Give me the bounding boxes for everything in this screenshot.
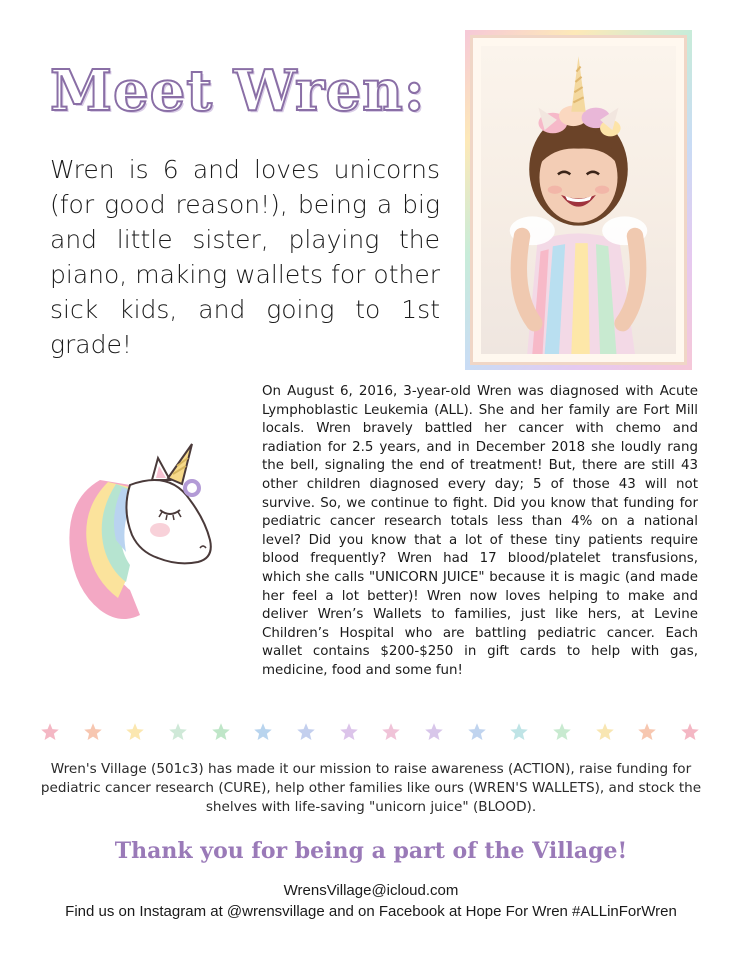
- email-address: WrensVillage@icloud.com: [283, 882, 459, 899]
- star-icon: [83, 722, 103, 742]
- girl-illustration: [481, 46, 676, 354]
- star-icon: [168, 722, 188, 742]
- photo-inner-border: [470, 35, 687, 365]
- star-icon: [253, 722, 273, 742]
- intro-paragraph: Wren is 6 and loves unicorns (for good reason!), being a big and little sister, playing the piano, making wallets for other sick kids, and going to 1st grade!: [50, 155, 440, 359]
- page-title: Meet Wren:: [50, 58, 426, 124]
- star-icon: [296, 722, 316, 742]
- star-icon: [595, 722, 615, 742]
- star-icon: [552, 722, 572, 742]
- star-icon: [125, 722, 145, 742]
- star-icon: [40, 722, 60, 742]
- star-icon: [680, 722, 700, 742]
- thank-you-heading: Thank you for being a part of the Village!: [114, 838, 628, 864]
- star-icon: [211, 722, 231, 742]
- wren-photo: [481, 46, 676, 354]
- star-icon: [424, 722, 444, 742]
- story-paragraph: On August 6, 2016, 3-year-old Wren was diagnosed with Acute Lymphoblastic Leukemia (ALL). She and her family are Fort Mill locals. Wren bravely battled her cancer with chemo and radiation for 2.5 years, and in December 2018 she loudly rang the bell, signaling the end of treatment! But, there are still 43 other children diagnosed every day; 5 of those 43 will not survive. So, we continue to fight. Did you know that funding for pediatric cancer research totals less than 4% on a national level? Did you know that a lot of these tiny patients require blood frequently? Wren had 17 blood/platelet transfusions, which she calls "UNICORN JUICE" because it is magic (and made her feel a lot better)! Wren now loves helping to make and deliver Wren’s Wallets to families, just like hers, at Levine Children’s Hospital who are battling pediatric cancer. Each wallet contains $200-$250 in gift cards to help with gas, medicine, food and some fun!: [262, 384, 698, 678]
- star-icon: [339, 722, 359, 742]
- unicorn-illustration: [60, 440, 220, 630]
- photo-frame: [465, 30, 692, 370]
- social-links: Find us on Instagram at @wrensvillage and on Facebook at Hope For Wren #ALLinForWren: [65, 903, 677, 920]
- star-icon: [467, 722, 487, 742]
- star-icon: [381, 722, 401, 742]
- mission-statement: Wren's Village (501c3) has made it our mission to raise awareness (ACTION), raise funding for pediatric cancer research (CURE), help other families like ours (WREN'S WALLETS), and stock the shelves with life-saving "unicorn juice" (BLOOD).: [40, 761, 702, 815]
- star-icon: [637, 722, 657, 742]
- stars-divider: [40, 722, 700, 744]
- star-icon: [509, 722, 529, 742]
